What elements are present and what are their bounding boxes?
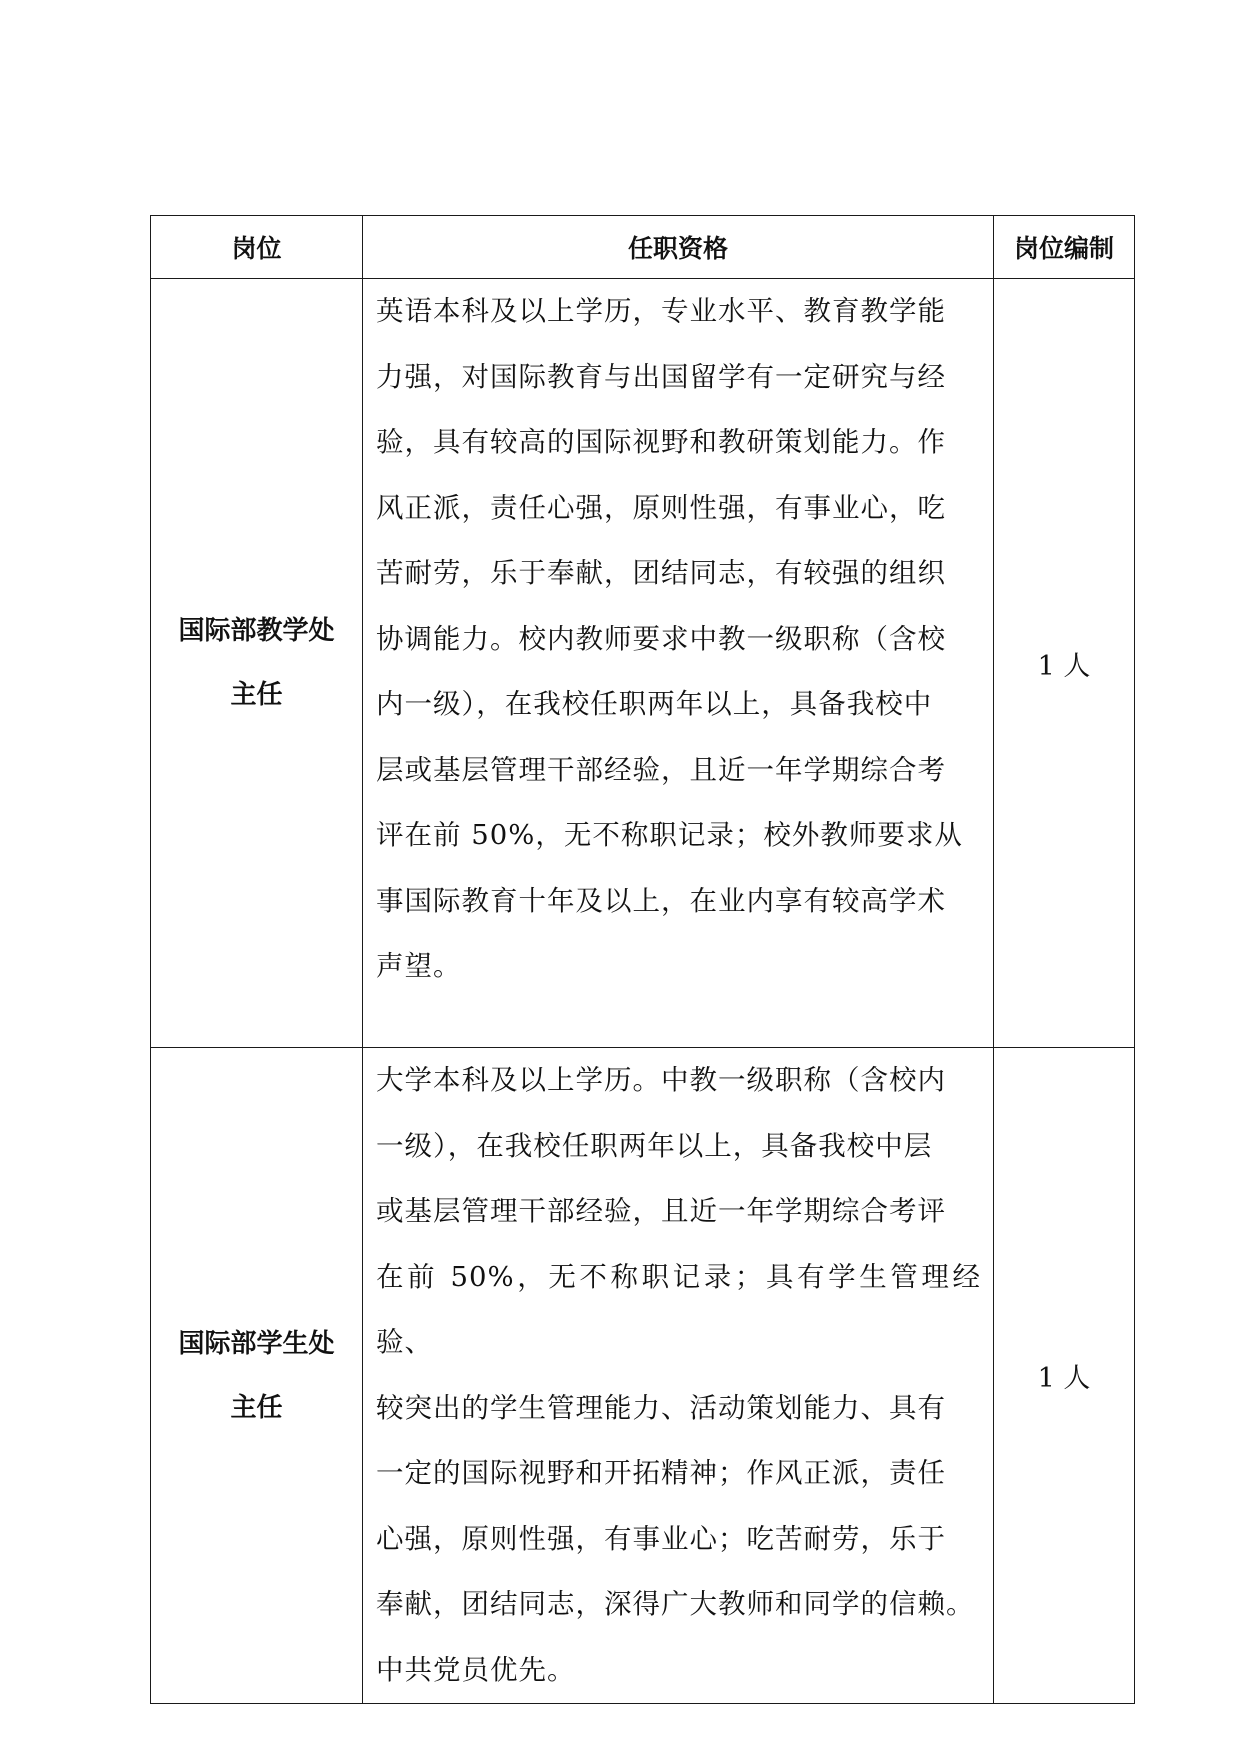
post-cell — [151, 1048, 363, 1704]
header-headcount: 岗位编制 — [994, 216, 1135, 279]
headcount-cell: 1 人 — [994, 279, 1135, 1048]
headcount-cell: 1 人 — [994, 1048, 1135, 1704]
post-title-line2: 主任 — [230, 1392, 283, 1423]
post-title-line1: 国际部教学处 — [178, 616, 335, 646]
table-row — [151, 1048, 1135, 1704]
post-title-line2: 主任 — [230, 680, 283, 710]
post-title-line1: 国际部学生处 — [178, 1328, 335, 1359]
post-cell — [151, 279, 363, 1048]
qualification-text: 大学本科及以上学历。中教一级职称（含校内 一级），在我校任职两年以上，具备我校中层 或基层管理干部经验，且近一年学期综合考评 在前 50%，无不称职记录；具有学生管理经验、 较突出的学生管理能力、活动策划能力、具有 一定的国际视野和开拓精神；作风正派，责任 心强，原则性强，有事业心；吃苦耐劳，乐于 奉献，团结同志，深得广大教师和同学的信赖。 中共党员优先。 — [376, 1064, 981, 1686]
header-qualification: 任职资格 — [363, 216, 994, 279]
qualification-cell — [363, 1048, 994, 1704]
qualification-cell — [363, 279, 994, 1048]
table-header-row — [151, 216, 1135, 279]
table-row — [151, 279, 1135, 1048]
header-post: 岗位 — [151, 216, 363, 279]
qualification-text: 英语本科及以上学历，专业水平、教育教学能 力强，对国际教育与出国留学有一定研究与经 验，具有较高的国际视野和教研策划能力。作 风正派，责任心强，原则性强，有事业心，吃 苦耐劳，乐于奉献，团结同志，有较强的组织 协调能力。校内教师要求中教一级职称（含校 内一级），在我校任职两年以上，具备我校中 层或基层管理干部经验，且近一年学期综合考 评在前 50%，无不称职记录；校外教师要求从 事国际教育十年及以上，在业内享有较高学术 声望。 — [376, 295, 963, 982]
job-requirements-table — [150, 215, 1135, 1704]
